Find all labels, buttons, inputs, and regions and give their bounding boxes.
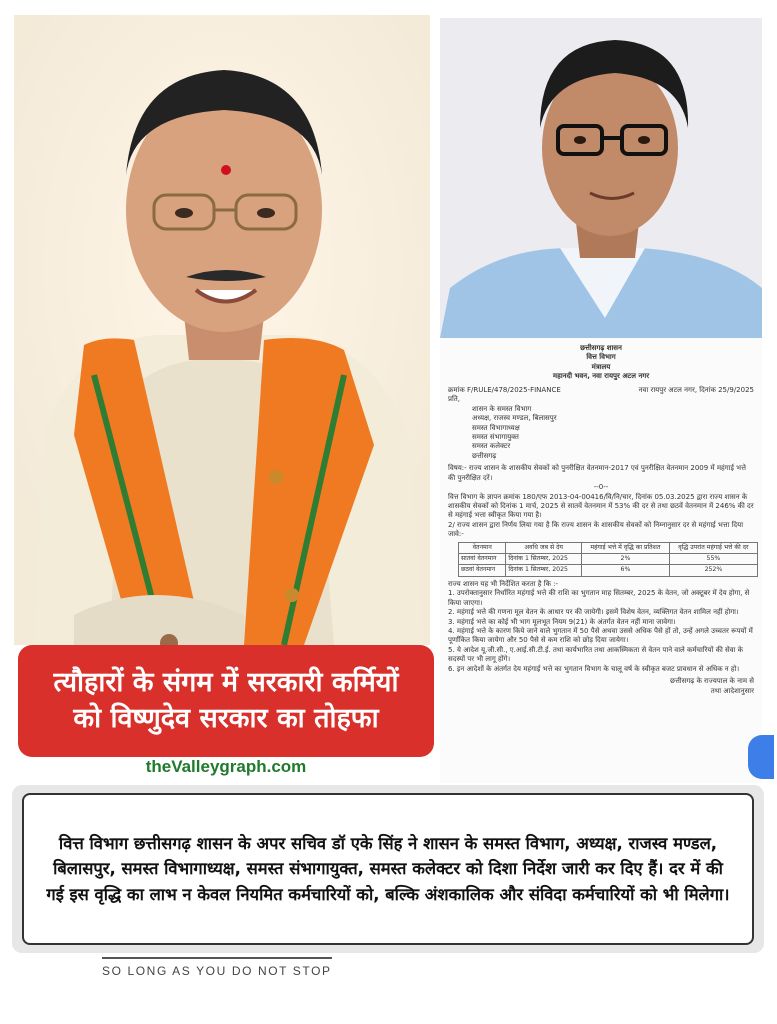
doc-point: 5. ये आदेश यू.जी.सी., ए.आई.सी.टी.ई. तथा कार्यभारित तथा आकस्मिकता से वेतन पाने वाले कर्मचारियों की सेवा के सदस्यों पर भी लागू होंगे। [448,645,744,664]
doc-para-1: वित्त विभाग के ज्ञापन क्रमांक 180/एफ 2013-04-00416/वि/नि/चार, दिनांक 05.03.2025 द्वारा राज्य शासन के शासकीय सेवकों को दिनांक 1 मार्च, 2025 से सातवें वेतनमान में 53% की दर से तथा छठवें वेतनमान में 246% की दर से महंगाई भत्ता स्वीकृत किया गया है। [448,492,754,520]
share-tab[interactable] [748,735,774,779]
table-cell: दिनांक 1 सितम्बर, 2025 [506,554,582,565]
table-header: महंगाई भत्ते में वृद्धि का प्रतिशत [582,542,670,553]
doc-header-4: महानदी भवन, नवा रायपुर अटल नगर [552,372,650,381]
doc-ref-no: क्रमांक F/RULE/478/2025-FINANCE [448,385,561,394]
doc-point: 4. महंगाई भत्ते के कारण किये जाने वाले भुगतान में 50 पैसे अथवा उससे अधिक पैसे हों तो, उन्हें अगले उच्चतर रूपयों में पूर्णांकित किया जायेगा और 50 पैसे से कम राशि को छोड़ दिया जायेगा। [448,627,753,645]
doc-header-3: मंत्रालय [591,362,611,371]
doc-point: 3. महंगाई भत्ते का कोई भी भाग मूलभूत नियम 9(21) के अंतर्गत वेतन नहीं माना जावेगा। [448,617,676,626]
doc-recipient: छत्तीसगढ़ [472,451,497,460]
table-cell: 252% [669,565,757,576]
doc-divider: --0-- [593,483,609,492]
summary-card [12,785,764,953]
headline-banner [18,645,434,757]
table-cell: सातवां वेतनमान [459,554,506,565]
headline-line-2: को विष्णुदेव सरकार का तोहफा [73,703,379,734]
doc-recipient: समस्त संभागायुक्त [472,432,519,441]
footer-divider [102,957,332,959]
footer-tagline: SO LONG AS YOU DO NOT STOP [102,964,332,978]
chief-minister-portrait [14,15,430,645]
table-row [459,565,758,576]
site-brand-label: theValleygraph.com [145,757,307,776]
summary-box [22,793,754,945]
doc-closing: तथा आदेशानुसार [710,686,754,695]
table-cell: दिनांक 1 सितम्बर, 2025 [506,565,582,576]
doc-closing: छत्तीसगढ़ के राज्यपाल के नाम से [670,677,754,686]
doc-recipient: अध्यक्ष, राजस्व मण्डल, बिलासपुर [472,414,557,423]
table-cell: 55% [669,554,757,565]
official-portrait [440,18,762,338]
doc-recipient: शासन के समस्त विभाग [472,404,532,413]
doc-to-label: प्रति, [448,395,461,404]
doc-directive-intro: राज्य शासन यह भी निर्देशित करता है कि :- [448,579,559,588]
doc-ref-date: नवा रायपुर अटल नगर, दिनांक 25/9/2025 [638,385,754,394]
table-header: वृद्धि उपरांत महंगाई भत्ते की दर [669,542,757,553]
doc-point: 6. इन आदेशों के अंतर्गत देय महंगाई भत्ते का भुगतान विभाग के चालू वर्ष के स्वीकृत बजट प्रावधान से अधिक न हो। [448,664,740,673]
doc-point: 1. उपरोक्तानुसार निर्धारित महंगाई भत्ते की राशि का भुगतान माह सितम्बर, 2025 के वेतन, जो अक्टूबर में देय होगा, से किया जाएगा। [448,589,750,607]
table-row [459,554,758,565]
doc-header-1: छत्तीसगढ़ शासन [580,344,622,352]
summary-text: वित्त विभाग छत्तीसगढ़ शासन के अपर सचिव डॉ एके सिंह ने शासन के समस्त विभाग, अध्यक्ष, राजस्व मण्डल, बिलासपुर, समस्त विभागाध्यक्ष, समस्त संभागायुक्त, समस्त कलेक्टर को दिशा निर्देश जारी कर दिए हैं। दर में की गई इस वृद्धि का लाभ न केवल नियमित कर्मचारियों को, बल्कि अंशकालिक और संविदा कर्मचारियों को भी मिलेगा। [46,833,730,904]
doc-header-2: वित्त विभाग [586,353,616,362]
table-cell: 2% [582,554,670,565]
government-order-document [440,338,762,783]
headline-line-1: त्यौहारों के संगम में सरकारी कर्मियों [53,666,399,698]
da-rate-table [458,542,758,577]
table-cell: छठवां वेतनमान [459,565,506,576]
doc-point: 2. महंगाई भत्ते की गणना मूल वेतन के आधार पर की जायेगी। इसमें विशेष वेतन, व्यक्तिगत वेतन शामिल नहीं होगा। [448,608,739,617]
table-header: अवधि जब से देय [506,542,582,553]
doc-para-2: 2/ राज्य शासन द्वारा निर्णय लिया गया है कि राज्य शासन के शासकीय सेवकों को निम्नानुसार दर से महंगाई भत्ता दिया जावे:- [448,520,744,539]
doc-recipient: समस्त विभागाध्यक्ष [472,423,520,432]
doc-recipient: समस्त कलेक्टर [472,442,511,451]
table-header: वेतनमान [459,542,506,553]
doc-subject: विषय:- राज्य शासन के शासकीय सेवकों को पुनरीक्षित वेतनमान-2017 एवं पुनरीक्षित वेतनमान 2009 में महंगाई भत्ते की पुनरीक्षित दरें। [448,464,746,482]
table-cell: 6% [582,565,670,576]
